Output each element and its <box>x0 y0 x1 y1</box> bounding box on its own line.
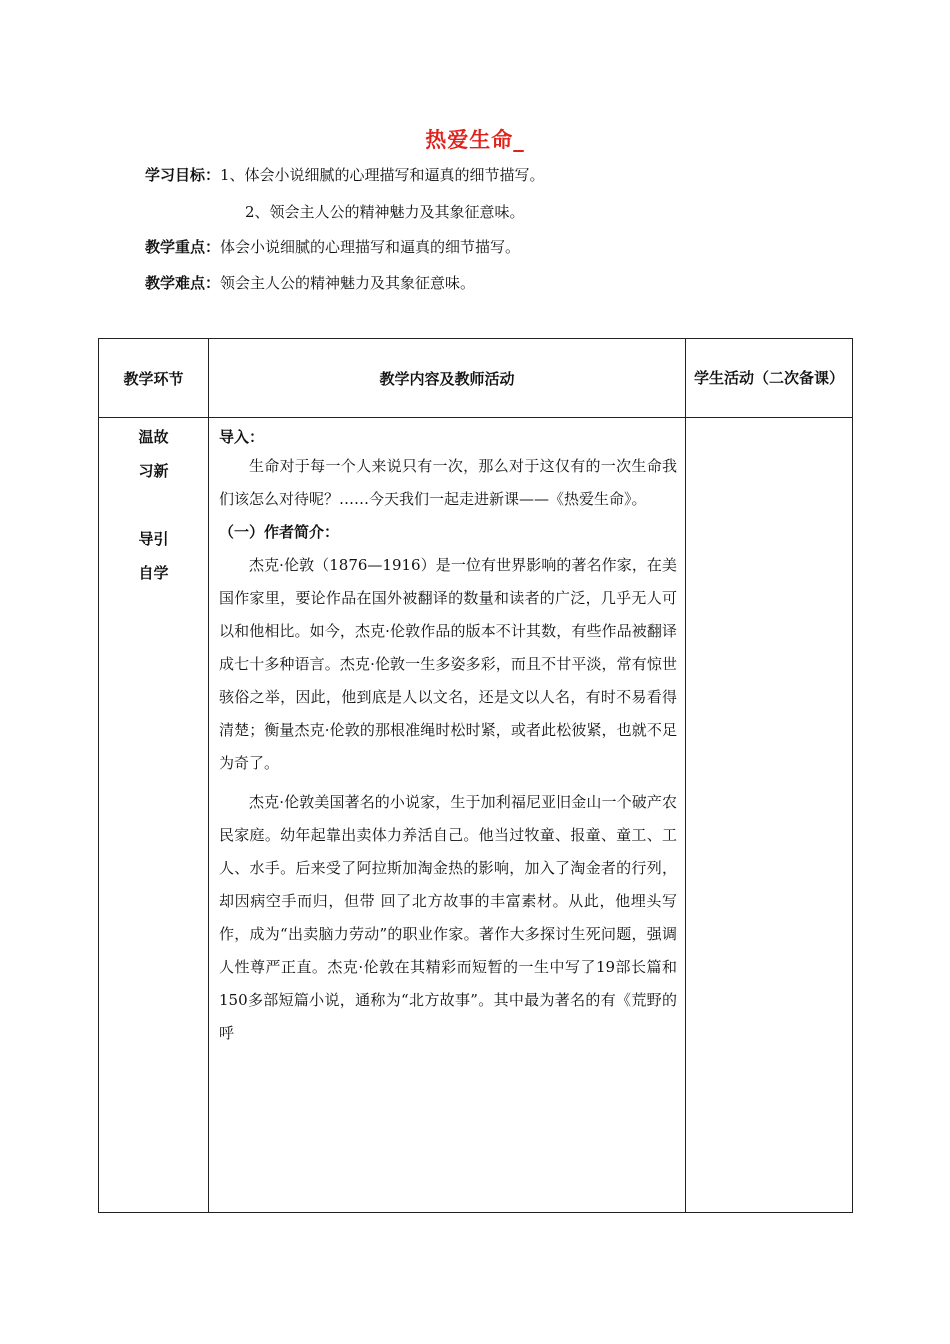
student-activity-cell <box>686 418 853 1213</box>
header-content: 教学内容及教师活动 <box>209 339 686 418</box>
intro-text: 生命对于每一个人来说只有一次，那么对于这仅有的一次生命我们该怎么对待呢？……今天我们一起走进新课——《热爱生命》。 <box>219 457 677 508</box>
stage-label: 习新 <box>138 462 169 480</box>
author-heading: （一）作者简介： <box>219 523 340 541</box>
table-header-row <box>99 339 853 418</box>
objective-1: 1、体会小说细腻的心理描写和逼真的细节描写。 <box>220 166 545 184</box>
document-title: 热爱生命_ <box>425 128 525 152</box>
stage-label: 自学 <box>138 564 169 582</box>
lesson-table <box>98 338 853 1213</box>
key-point-line <box>145 236 520 257</box>
intro-label: 导入： <box>219 428 265 446</box>
stage-cell <box>99 418 209 1213</box>
objectives-label: 学习目标： <box>145 166 221 184</box>
author-paragraph-1: 杰克·伦敦（1876—1916）是一位有世界影响的著名作家，在美国作家里，要论作品在国外被翻译的数量和读者的广泛，几乎无人可以和他相比。如今，杰克·伦敦作品的版本不计其数，有些作品被翻译成七十多种语言。杰克·伦敦一生多姿多彩，而且不甘平淡，常有惊世骇俗之举，因此，他到底是人以文名，还是文以人名，有时不易看得清楚；衡量杰克·伦敦的那根准绳时松时紧，或者此松彼紧，也就不足为奇了。 <box>219 556 677 772</box>
key-point-label: 教学重点： <box>145 238 221 256</box>
difficulty-line <box>145 272 475 293</box>
stage-label: 导引 <box>138 530 169 548</box>
difficulty-label: 教学难点： <box>145 274 221 292</box>
header-stage: 教学环节 <box>99 339 209 418</box>
author-paragraph-2: 杰克·伦敦美国著名的小说家，生于加利福尼亚旧金山一个破产农民家庭。幼年起靠出卖体力养活自己。他当过牧童、报童、童工、工 人、水手。后来受了阿拉斯加淘金热的影响，加入了淘金者的行列，却因病空手而归，但带 回了北方故事的丰富素材。从此，他埋头写作，成为“出卖脑力劳动”的职业作家。著作大多探讨生死问题，强调人性尊严正直。杰克·伦敦在其精彩而短暂的一生中写了19部长篇和150多部短篇小说，通称为“北方故事”。其中最为著名的有《荒野的呼 <box>219 793 677 1042</box>
objectives-line-1 <box>145 164 545 185</box>
difficulty-text: 领会主人公的精神魅力及其象征意味。 <box>220 274 476 292</box>
header-student-activity: 学生活动（二次备课） <box>686 339 853 418</box>
stage-label: 温故 <box>138 428 169 446</box>
objective-2: 2、领会主人公的精神魅力及其象征意味。 <box>245 203 525 221</box>
content-cell <box>209 418 686 1213</box>
key-point-text: 体会小说细腻的心理描写和逼真的细节描写。 <box>220 238 521 256</box>
table-row <box>99 418 853 1213</box>
